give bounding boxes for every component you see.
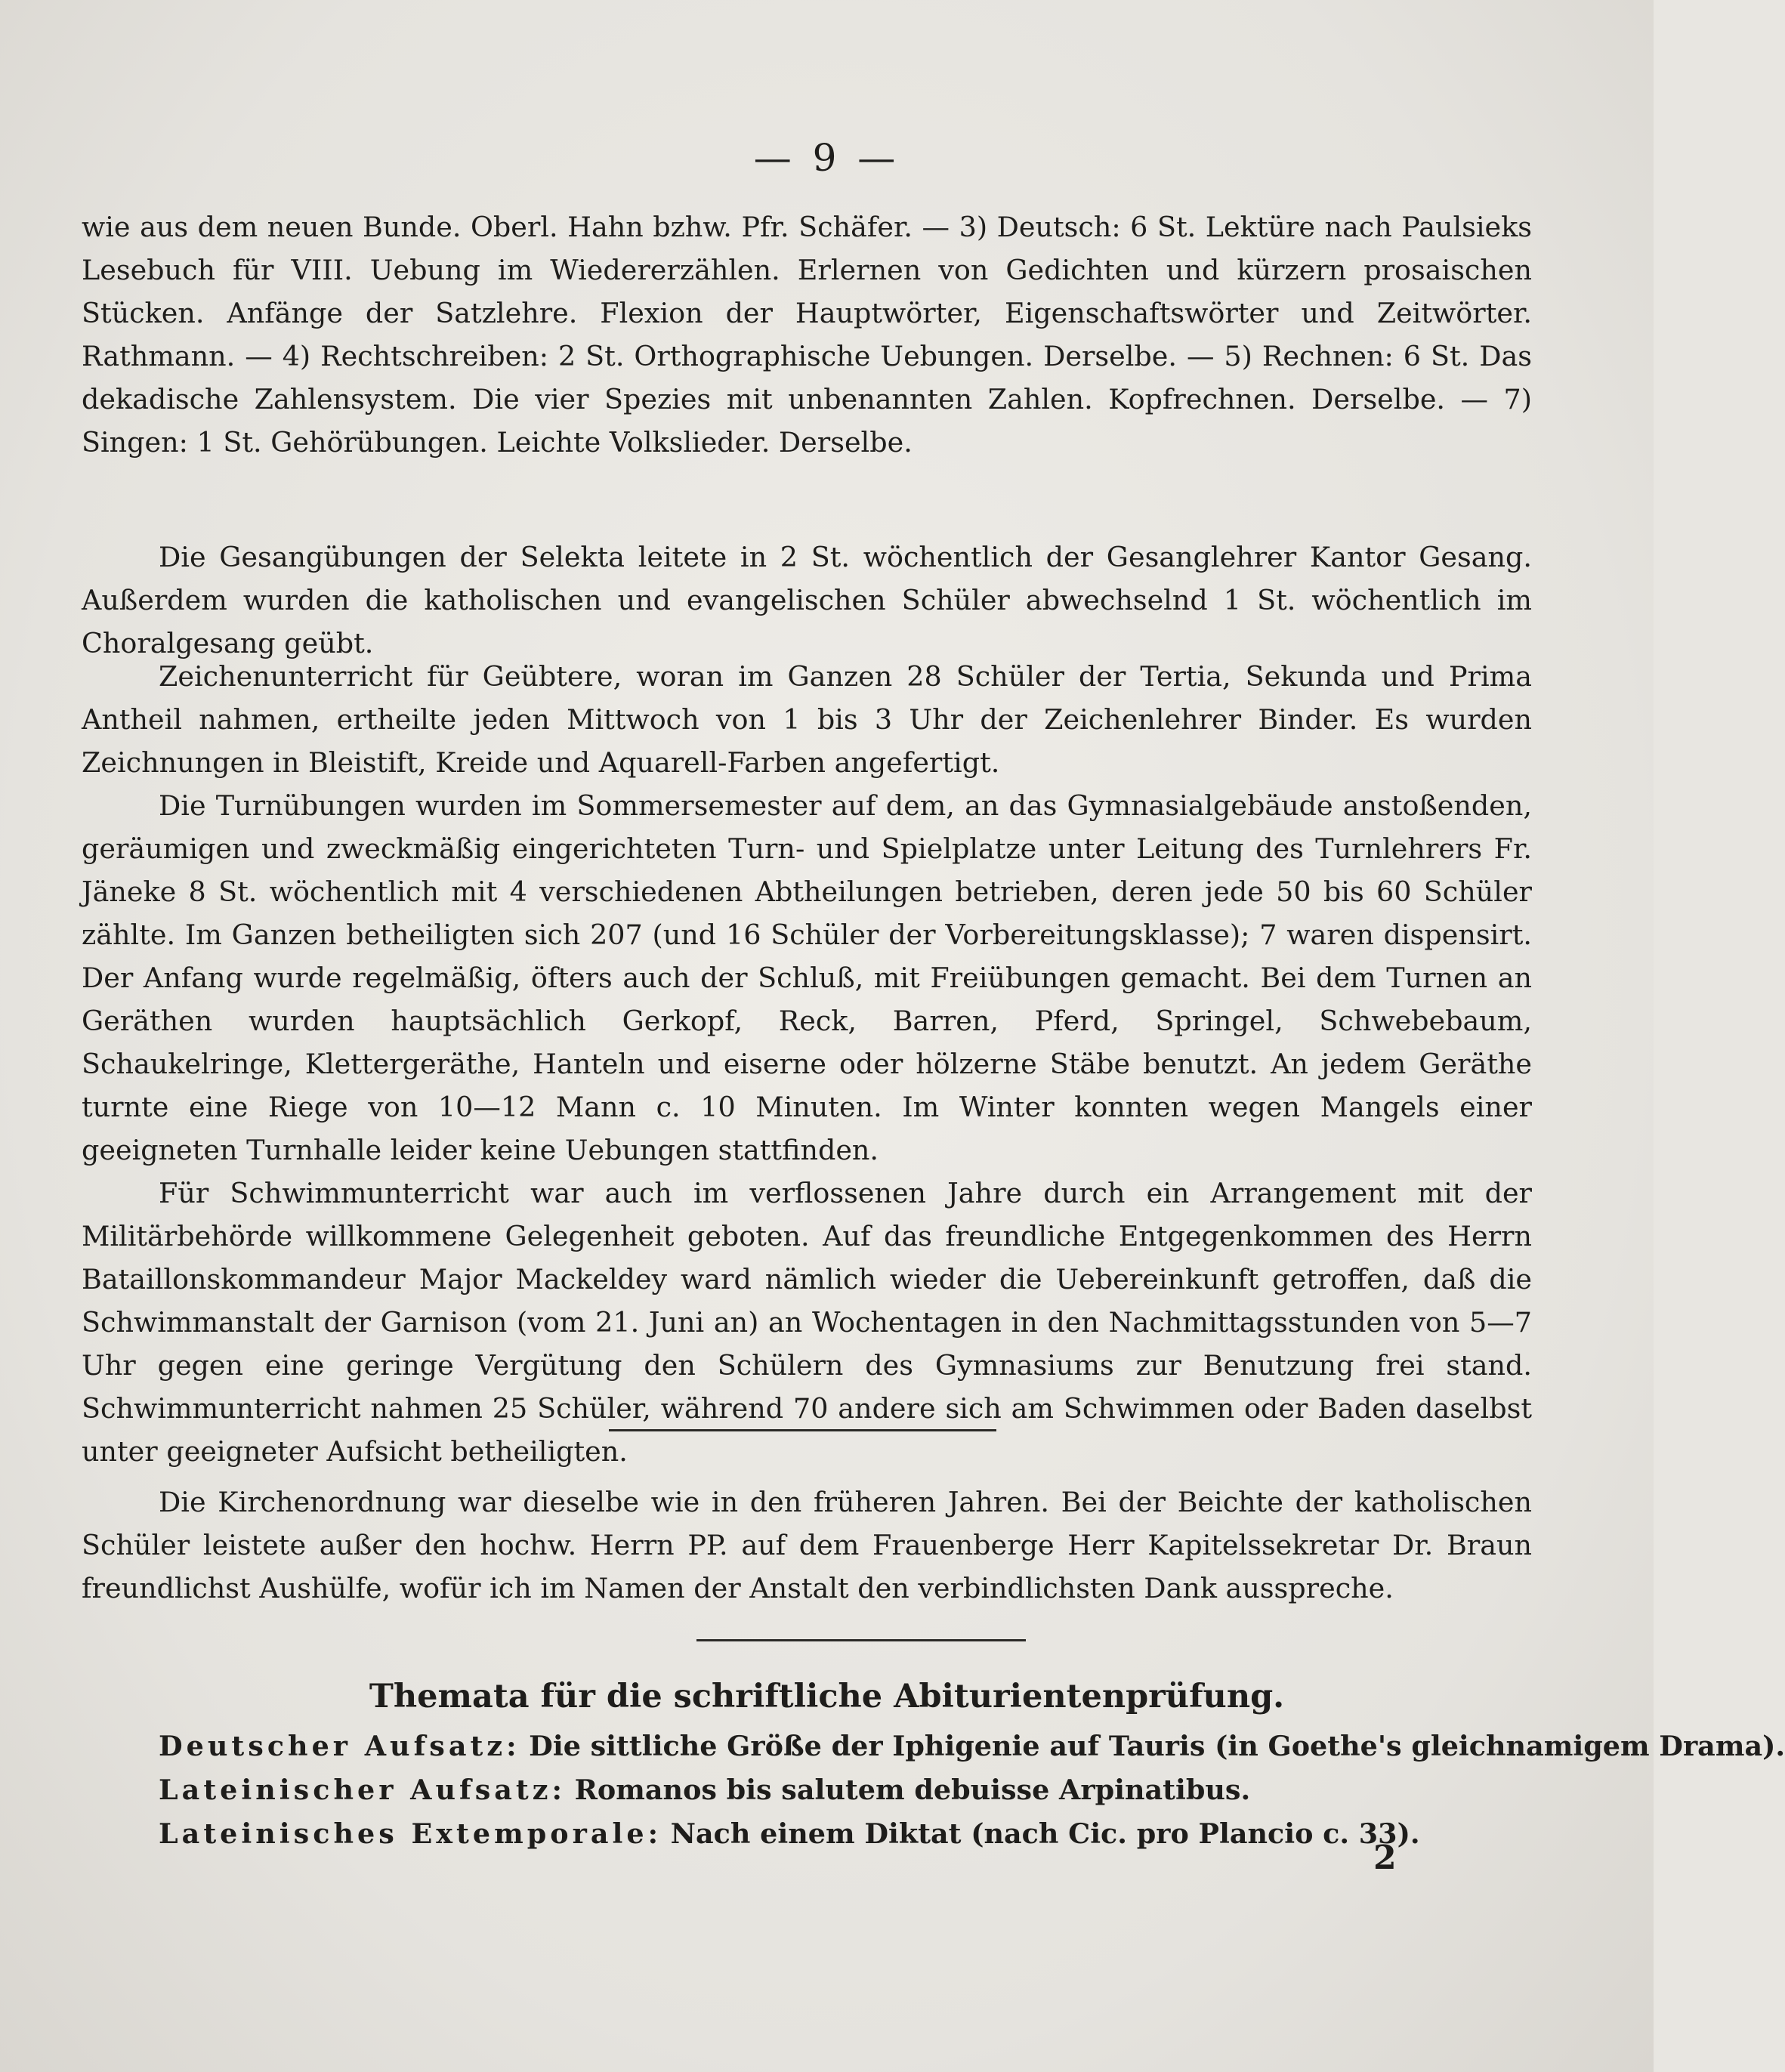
paragraph-singing: Die Gesangübungen der Selekta leitete in 2 St. wöchentlich der Gesanglehrer Kantor Gesang. Außerdem wurden die katholischen und evangelischen Schüler abwechselnd 1 St. wöchentlich im Choralgesang geübt. [82,541,1532,659]
paragraph-gymnastics: Die Turnübungen wurden im Sommersemester auf dem, an das Gymnasialgebäude anstoßenden, geräumigen und zweckmäßig eingerichteten Turn- und Spielplatze unter Leitung des Turnlehrers Fr. Jäneke 8 St. wöchentlich mit 4 verschiedenen Abtheilungen betrieben, deren jede 50 bis 60 Schüler zählte. Im Ganzen betheiligten sich 207 (und 16 Schüler der Vorbereitungsklasse); 7 waren dispensirt. Der Anfang wurde regelmäßig, öfters auch der Schluß, mit Freiübungen gemacht. Bei dem Turnen an Geräthen wurden hauptsächlich Gerkopf, Reck, Barren, Pferd, Springel, Schwebebaum, Schaukelringe, Klettergeräthe, Hanteln und eiserne oder hölzerne Stäbe benutzt. An jedem Geräthe turnte eine Riege von 10—12 Mann c. 10 Minuten. Im Winter konnten wegen Mangels einer geeigneten Turnhalle leider keine Uebungen stattfinden. [82,789,1532,1166]
exam-topic-label: Deutscher Aufsatz: [159,1730,520,1762]
exam-topic-text: Nach einem Diktat (nach Cic. pro Plancio c. 33). [670,1817,1420,1850]
exam-topic-item [159,1812,1556,1856]
paragraph-drawing: Zeichenunterricht für Geübtere, woran im Ganzen 28 Schüler der Tertia, Sekunda und Prima Antheil nahmen, ertheilte jeden Mittwoch von 1 bis 3 Uhr der Zeichenlehrer Binder. Es wurden Zeichnungen in Bleistift, Kreide und Aquarell-Farben angefertigt. [82,660,1532,779]
exam-topic-label: Lateinisches Extemporale: [159,1817,662,1850]
exam-topics-list [159,1725,1785,1856]
paragraph-swimming: Für Schwimmunterricht war auch im verflossenen Jahre durch ein Arrangement mit der Militärbehörde willkommene Gelegenheit geboten. Auf das freundliche Entgegenkommen des Herrn Bataillonskommandeur Major Mackeldey ward nämlich wieder die Uebereinkunft getroffen, daß die Schwimmanstalt der Garnison (vom 21. Juni an) an Wochentagen in den Nachmittagsstunden von 5—7 Uhr gegen eine geringe Vergütung den Schülern des Gymnasiums zur Benutzung frei stand. Schwimmunterricht nahmen 25 Schüler, während 70 andere sich am Schwimmen oder Baden daselbst unter geeigneter Aufsicht betheiligten. [82,1177,1532,1468]
exam-topics-heading: Themata für die schriftliche Abiturientenprüfung. [369,1678,1285,1715]
paragraph-church: Die Kirchenordnung war dieselbe wie in den früheren Jahren. Bei der Beichte der katholischen Schüler leistete außer den hochw. Herrn PP. auf dem Frauenberge Herr Kapitelssekretar Dr. Braun freundlichst Aushülfe, wofür ich im Namen der Anstalt den verbindlichsten Dank ausspreche. [82,1486,1532,1604]
exam-topic-label: Lateinischer Aufsatz: [159,1774,566,1806]
activities-section [82,655,1532,1473]
paragraph-lessons: wie aus dem neuen Bunde. Oberl. Hahn bzhw. Pfr. Schäfer. — 3) Deutsch: 6 St. Lektüre nach Paulsieks Lesebuch für VIII. Uebung im Wiedererzählen. Erlernen von Gedichten und kürzern prosaischen Stücken. Anfänge der Satzlehre. Flexion der Hauptwörter, Eigenschaftswörter und Zeitwörter. Rathmann. — 4) Rechtschreiben: 2 St. Orthographische Uebungen. Derselbe. — 5) Rechnen: 6 St. Das dekadische Zahlensystem. Die vier Spezies mit unbenannten Zahlen. Kopfrechnen. Derselbe. — 7) Singen: 1 St. Gehörübungen. Leichte Volkslieder. Derselbe. [82,211,1532,459]
exam-topic-text: Die sittliche Größe der Iphigenie auf Tauris (in Goethe's gleichnamigem Drama). [529,1730,1785,1762]
exam-topic-item [159,1725,1785,1768]
exam-topic-text: Romanos bis salutem debuisse Arpinatibus. [574,1774,1251,1806]
curriculum-paragraph [82,205,1532,464]
church-paragraph [82,1481,1532,1610]
page-number: — 9 — [753,136,900,180]
singing-paragraph [82,536,1532,665]
exam-topic-item [159,1768,1556,1812]
section-divider [696,1639,1026,1641]
section-divider [609,1429,996,1431]
signature-mark: 2 [1373,1839,1397,1877]
